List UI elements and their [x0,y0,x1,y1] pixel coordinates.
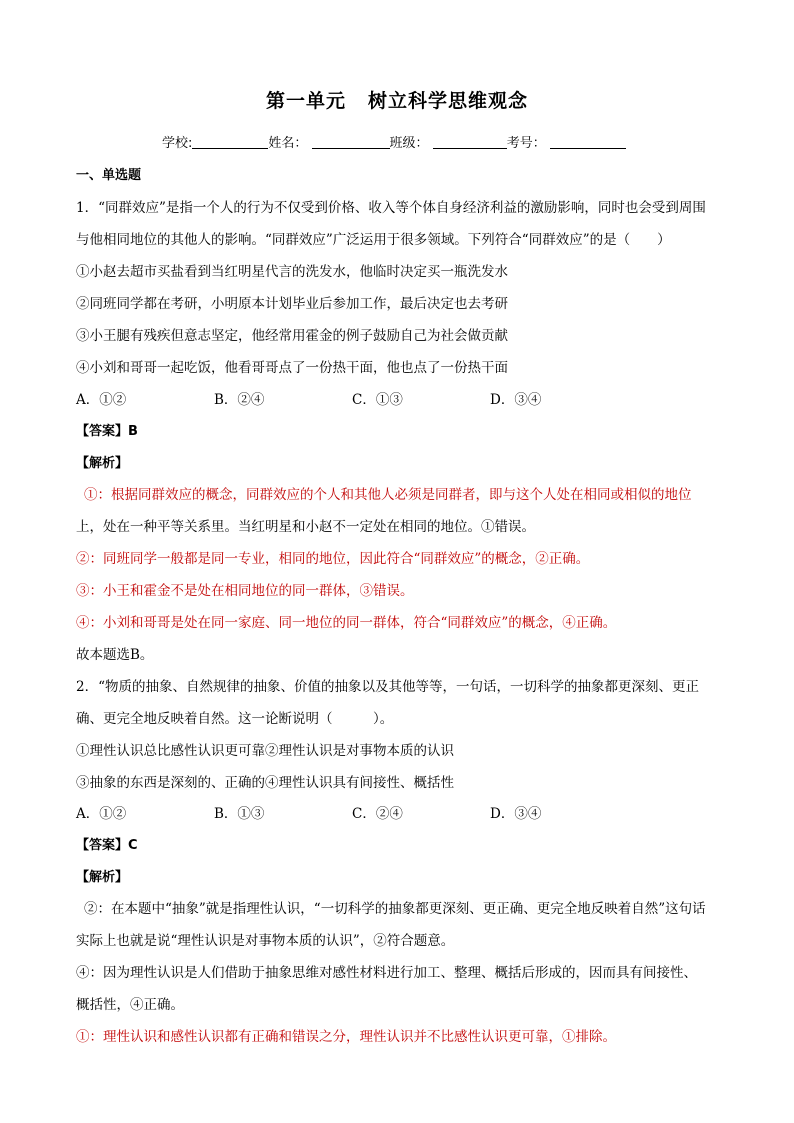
section-heading: 一、单选题 [76,168,142,183]
q2-analysis-line: ②：在本题中“抽象”就是指理性认识，“一切科学的抽象都更深刻、更正确、更完全地反映着自然”这句话 [84,901,706,917]
q2-analysis-label: 【解析】 [76,870,129,885]
q1-stem-line2: 与他相同地位的其他人的影响。“同群效应”广泛运用于很多领域。下列符合“同群效应”的是（ ） [76,232,671,248]
q1-option-c[interactable]: C．①③ [352,392,403,408]
q1-option-d[interactable]: D．③④ [490,392,542,408]
q1-stem-line1: 1．“同群效应”是指一个人的行为不仅受到价格、收入等个体自身经济利益的激励影响，同时也会受到周围 [76,200,706,216]
name-blank[interactable] [312,135,390,149]
class-label: 班级： [389,136,429,151]
q2-item: ①理性认识总比感性认识更可靠②理性认识是对事物本质的认识 [76,743,454,759]
q2-analysis-line: 概括性，④正确。 [76,997,184,1013]
class-blank[interactable] [433,135,507,149]
q1-option-a[interactable]: A．①② [76,392,127,408]
q1-analysis-line: ②：同班同学一般都是同一专业，相同的地位，因此符合“同群效应”的概念，②正确。 [76,551,590,567]
q2-stem-line2: 确、更完全地反映着自然。这一论断说明（ ）。 [76,711,394,727]
q1-item: ①小赵去超市买盐看到当红明星代言的洗发水，他临时决定买一瓶洗发水 [76,264,508,280]
q1-analysis-line: ①：根据同群效应的概念，同群效应的个人和其他人必须是同群者，即与这个人处在相同或相似的地位 [84,487,692,503]
q2-analysis-line: ①：理性认识和感性认识都有正确和错误之分，理性认识并不比感性认识更可靠，①排除。 [76,1029,616,1045]
q2-option-d[interactable]: D．③④ [490,806,542,822]
q2-option-b[interactable]: B．①③ [214,806,265,822]
page-title [0,86,794,113]
school-label: 学校: [162,136,193,151]
school-blank[interactable] [192,135,268,149]
title-part2: 树立科学思维观念 [368,90,529,112]
q2-answer: 【答案】C [76,838,138,853]
q1-conclusion: 故本题选B。 [76,647,154,663]
q2-item: ③抽象的东西是深刻的、正确的④理性认识具有间接性、概括性 [76,775,454,791]
number-blank[interactable] [550,135,626,149]
student-info-row [162,132,626,151]
number-label: 考号： [506,136,546,151]
q1-analysis-line: 上，处在一种平等关系里。当红明星和小赵不一定处在相同的地位。①错误。 [76,519,535,535]
q2-option-c[interactable]: C．②④ [352,806,403,822]
q1-analysis-label: 【解析】 [76,456,129,471]
q1-analysis-line: ④：小刘和哥哥是处在同一家庭、同一地位的同一群体，符合“同群效应”的概念，④正确。 [76,615,617,631]
q1-item: ③小王腿有残疾但意志坚定，他经常用霍金的例子鼓励自己为社会做贡献 [76,328,508,344]
title-part1: 第一单元 [265,90,346,112]
q1-answer: 【答案】B [76,424,138,439]
q2-analysis-line: 实际上也就是说“理性认识是对事物本质的认识”，②符合题意。 [76,933,455,949]
name-label: 姓名： [268,136,308,151]
q2-analysis-line: ④：因为理性认识是人们借助于抽象思维对感性材料进行加工、整理、概括后形成的，因而具有间接性、 [76,965,697,981]
q2-stem-line1: 2．“物质的抽象、自然规律的抽象、价值的抽象以及其他等等，一句话，一切科学的抽象都更深刻、更正 [76,679,699,695]
q1-analysis-line: ③：小王和霍金不是处在相同地位的同一群体，③错误。 [76,583,414,599]
q1-item: ②同班同学都在考研，小明原本计划毕业后参加工作，最后决定也去考研 [76,296,508,312]
q1-option-b[interactable]: B．②④ [214,392,265,408]
q2-option-a[interactable]: A．①② [76,806,127,822]
q1-item: ④小刘和哥哥一起吃饭，他看哥哥点了一份热干面，他也点了一份热干面 [76,360,508,376]
